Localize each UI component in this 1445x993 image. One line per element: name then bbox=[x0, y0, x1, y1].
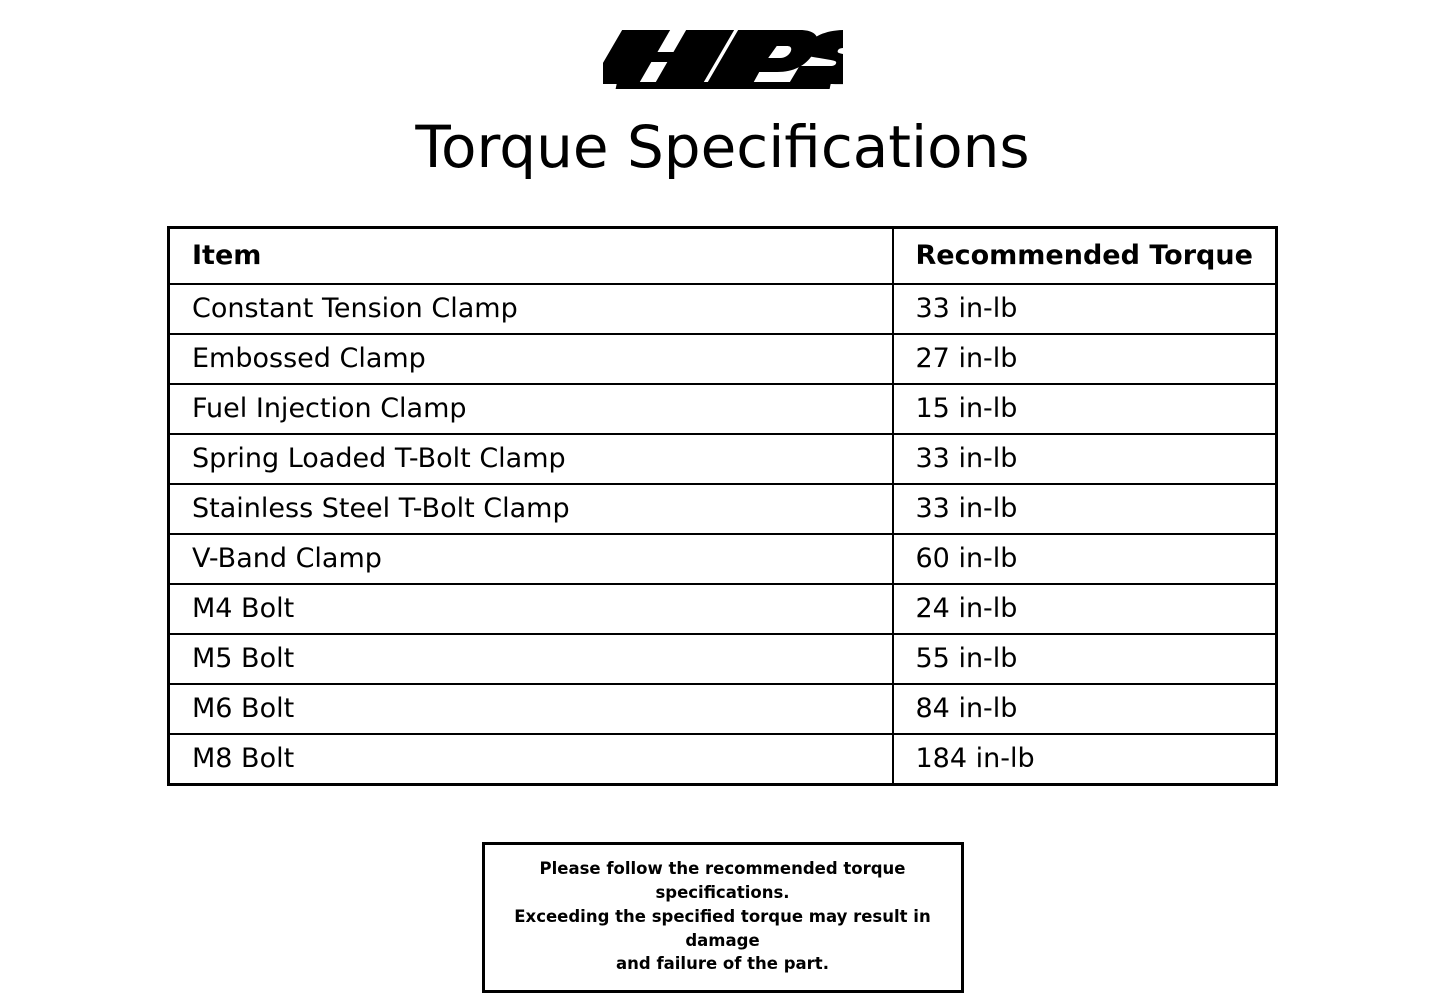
table-row bbox=[169, 534, 1277, 584]
cell-torque: 60 in-lb bbox=[893, 534, 1277, 584]
note-line: Please follow the recommended torque specifications. bbox=[539, 858, 906, 902]
cell-item: Embossed Clamp bbox=[169, 334, 893, 384]
table-row bbox=[169, 484, 1277, 534]
cell-item: Spring Loaded T-Bolt Clamp bbox=[169, 434, 893, 484]
cell-torque: 33 in-lb bbox=[893, 484, 1277, 534]
table-row bbox=[169, 334, 1277, 384]
cell-item: M8 Bolt bbox=[169, 734, 893, 785]
warning-note bbox=[482, 842, 964, 993]
cell-item: Stainless Steel T-Bolt Clamp bbox=[169, 484, 893, 534]
cell-torque: 184 in-lb bbox=[893, 734, 1277, 785]
cell-torque: 55 in-lb bbox=[893, 634, 1277, 684]
table-row bbox=[169, 734, 1277, 785]
hps-logo bbox=[603, 26, 843, 94]
column-header-torque: Recommended Torque bbox=[893, 227, 1277, 284]
cell-item: M4 Bolt bbox=[169, 584, 893, 634]
table-header-row bbox=[169, 227, 1277, 284]
cell-torque: 24 in-lb bbox=[893, 584, 1277, 634]
cell-item: Constant Tension Clamp bbox=[169, 284, 893, 334]
spec-table-container bbox=[0, 226, 1445, 786]
torque-spec-table bbox=[167, 226, 1278, 786]
table-row bbox=[169, 434, 1277, 484]
page-title: Torque Specifications bbox=[415, 113, 1030, 181]
table-row bbox=[169, 684, 1277, 734]
cell-torque: 84 in-lb bbox=[893, 684, 1277, 734]
cell-torque: 33 in-lb bbox=[893, 284, 1277, 334]
column-header-item: Item bbox=[169, 227, 893, 284]
cell-torque: 15 in-lb bbox=[893, 384, 1277, 434]
note-container bbox=[0, 842, 1445, 993]
cell-item: Fuel Injection Clamp bbox=[169, 384, 893, 434]
table-row bbox=[169, 584, 1277, 634]
cell-item: M5 Bolt bbox=[169, 634, 893, 684]
note-line: and failure of the part. bbox=[616, 954, 829, 974]
cell-torque: 27 in-lb bbox=[893, 334, 1277, 384]
table-row bbox=[169, 634, 1277, 684]
cell-item: V-Band Clamp bbox=[169, 534, 893, 584]
cell-item: M6 Bolt bbox=[169, 684, 893, 734]
cell-torque: 33 in-lb bbox=[893, 434, 1277, 484]
table-row bbox=[169, 384, 1277, 434]
table-row bbox=[169, 284, 1277, 334]
logo-container bbox=[0, 0, 1445, 94]
note-line: Exceeding the specified torque may result in damage bbox=[514, 906, 931, 950]
